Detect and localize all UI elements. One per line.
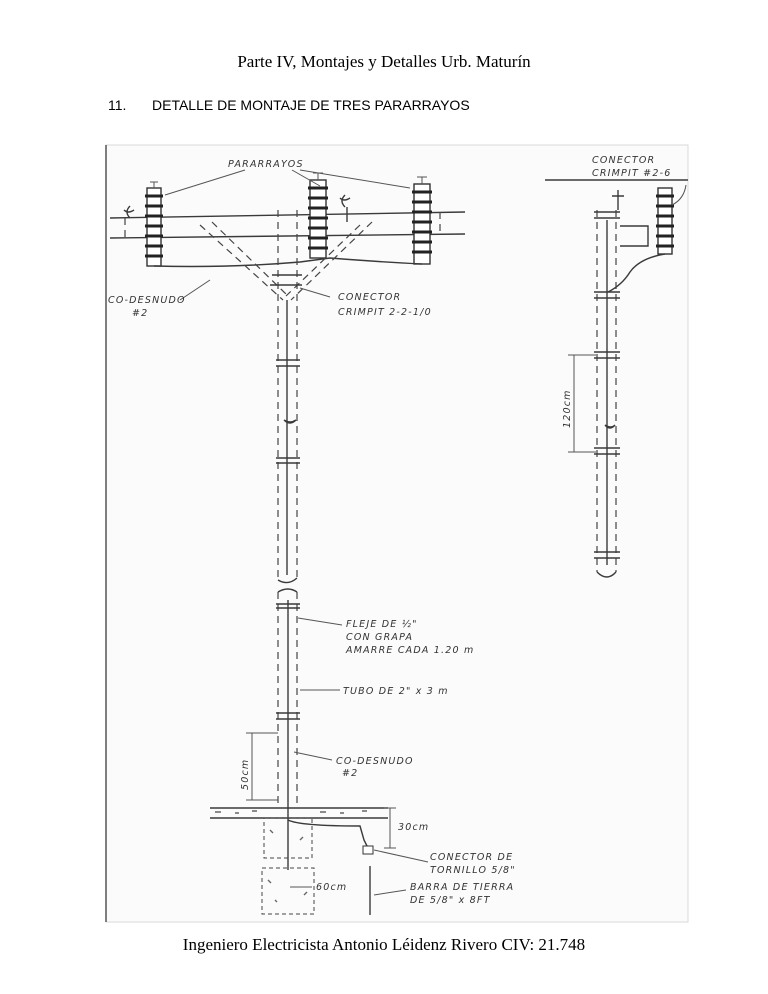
- label-conector-crimpit: CONECTOR: [338, 292, 402, 303]
- label-conector-tornillo-size: TORNILLO 5/8": [430, 865, 516, 876]
- label-barra-tierra: BARRA DE TIERRA: [410, 882, 515, 893]
- dim-30cm-label: 30cm: [398, 822, 430, 833]
- label-co-desnudo-top: CO-DESNUDO: [108, 295, 186, 306]
- dim-50cm-label: 50cm: [240, 758, 251, 790]
- arrester-right: [412, 177, 432, 264]
- label-fleje-grapa: CON GRAPA: [346, 632, 414, 643]
- section-number: 11.: [108, 97, 127, 113]
- label-conector-crimpit-size: CRIMPIT 2-2-1/0: [338, 307, 432, 318]
- section-title: DETALLE DE MONTAJE DE TRES PARARRAYOS: [152, 97, 470, 113]
- label-side-conector: CONECTOR: [592, 155, 656, 166]
- scan-background: [106, 145, 688, 922]
- label-co-desnudo-bottom: CO-DESNUDO: [336, 756, 414, 767]
- label-pararrayos: PARARRAYOS: [228, 159, 304, 170]
- label-fleje: FLEJE DE ½": [346, 619, 418, 630]
- page-footer: Ingeniero Electricista Antonio Léidenz Rivero CIV: 21.748: [182, 935, 586, 954]
- page-header: Parte IV, Montajes y Detalles Urb. Maturín: [237, 52, 531, 71]
- label-side-crimpit: CRIMPIT #2-6: [592, 168, 672, 179]
- label-tubo: TUBO DE 2" x 3 m: [343, 686, 449, 697]
- label-co-desnudo-bottom-gauge: #2: [342, 768, 359, 779]
- label-fleje-amarre: AMARRE CADA 1.20 m: [346, 645, 475, 656]
- dim-120cm-label: 120cm: [562, 389, 573, 428]
- dim-60cm-label: 60cm: [316, 882, 348, 893]
- label-co-desnudo-top-gauge: #2: [132, 308, 149, 319]
- label-barra-tierra-size: DE 5/8" x 8FT: [410, 895, 491, 906]
- label-conector-tornillo: CONECTOR DE: [430, 852, 514, 863]
